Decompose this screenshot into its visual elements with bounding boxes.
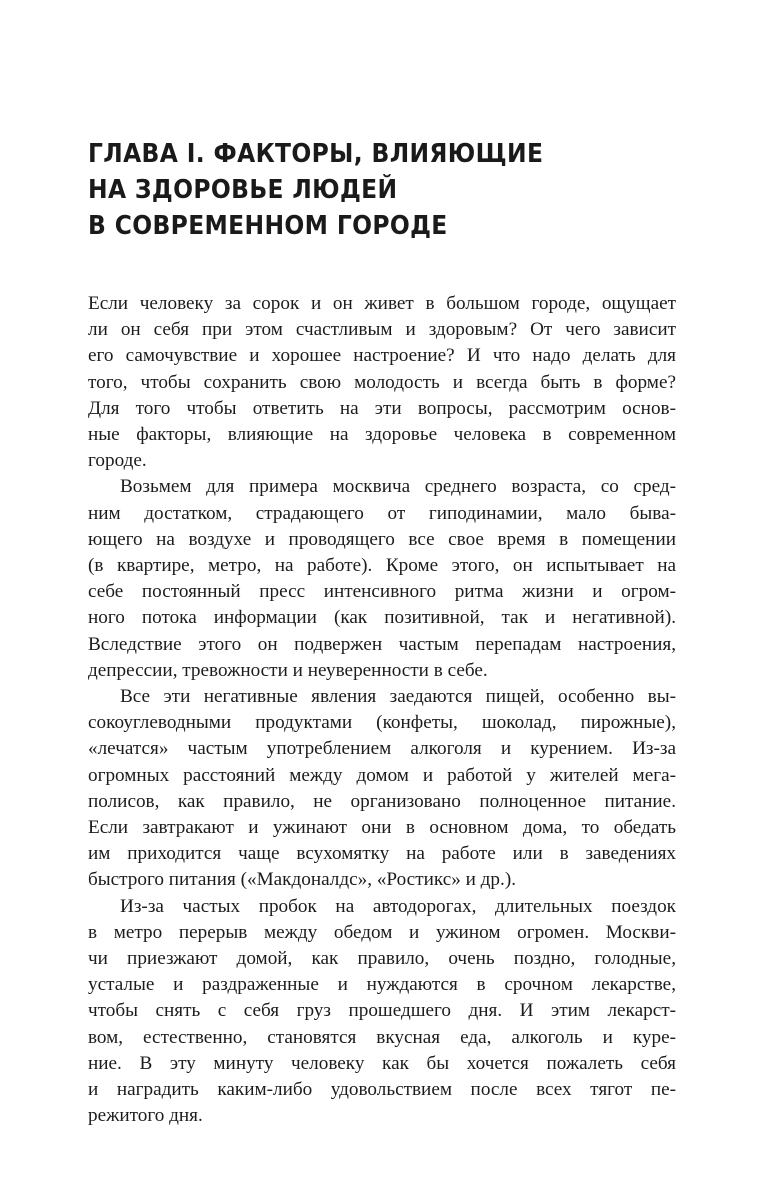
text-line: режитого дня. [88, 1105, 203, 1127]
chapter-title-line: ГЛАВА I. ФАКТОРЫ, ВЛИЯЮЩИЕ [88, 139, 544, 169]
text-line: Возьмем для примера москвича среднего возраста, со сред- [120, 476, 676, 498]
text-line: чтобы снять с себя груз прошедшего дня. И этим лекарст- [88, 1000, 676, 1022]
text-line: Для того чтобы ответить на эти вопросы, рассмотрим основ- [88, 397, 676, 419]
paragraph-3 [88, 684, 676, 894]
text-line: быстрого питания («Макдоналдс», «Ростикс» и др.). [88, 869, 517, 891]
paragraph-1 [88, 291, 676, 474]
text-line: им приходится чаще всухомятку на работе или в заведениях [88, 843, 676, 865]
text-line: ного потока информации (как позитивной, так и негативной). [88, 607, 676, 629]
text-line: Из-за частых пробок на автодорогах, длительных поездок [120, 895, 676, 917]
text-line: в метро перерыв между обедом и ужином огромен. Москви- [88, 921, 676, 943]
body-text [88, 291, 676, 1130]
text-line: вом, естественно, становятся вкусная еда, алкоголь и куре- [88, 1026, 676, 1048]
text-line: «лечатся» частым употреблением алкоголя и курением. Из-за [88, 738, 676, 760]
text-line: полисов, как правило, не организовано полноценное питание. [88, 790, 676, 812]
text-line: Все эти негативные явления заедаются пищей, особенно вы- [120, 686, 676, 708]
text-line: себе постоянный пресс интенсивного ритма жизни и огром- [88, 581, 676, 603]
text-line: усталые и раздраженные и нуждаются в срочном лекарстве, [88, 974, 676, 996]
chapter-title-line: НА ЗДОРОВЬЕ ЛЮДЕЙ [88, 175, 398, 205]
text-line: того, чтобы сохранить свою молодость и всегда быть в форме? [88, 371, 676, 393]
text-line: чи приезжают домой, как правило, очень поздно, голодные, [88, 948, 676, 970]
text-line: и наградить каким-либо удовольствием после всех тягот пе- [88, 1079, 676, 1101]
paragraph-4 [88, 894, 676, 1130]
text-line: (в квартире, метро, на работе). Кроме этого, он испытывает на [88, 555, 676, 577]
text-line: ющего на воздухе и проводящего все свое время в помещении [88, 528, 676, 550]
text-line: городе. [88, 450, 147, 472]
text-line: Если завтракают и ужинают они в основном дома, то обедать [88, 817, 676, 839]
text-line: ним достатком, страдающего от гиподинамии, мало быва- [88, 502, 676, 524]
chapter-title-line: В СОВРЕМЕННОМ ГОРОДЕ [88, 211, 448, 241]
text-line: ные факторы, влияющие на здоровье человека в современном [88, 424, 676, 446]
text-line: депрессии, тревожности и неуверенности в себе. [88, 659, 488, 681]
chapter-title [88, 136, 628, 244]
text-line: ние. В эту минуту человеку как бы хочется пожалеть себя [88, 1052, 676, 1074]
text-line: Если человеку за сорок и он живет в большом городе, ощущает [88, 293, 676, 314]
text-line: Вследствие этого он подвержен частым перепадам настроения, [88, 633, 676, 655]
paragraph-2 [88, 474, 676, 684]
text-line: огромных расстояний между домом и работой у жителей мега- [88, 764, 676, 786]
text-line: ли он себя при этом счастливым и здоровым? От чего зависит [88, 319, 676, 341]
text-line: сокоуглеводными продуктами (конфеты, шоколад, пирожные), [88, 712, 676, 734]
text-line: его самочувствие и хорошее настроение? И что надо делать для [88, 345, 676, 367]
